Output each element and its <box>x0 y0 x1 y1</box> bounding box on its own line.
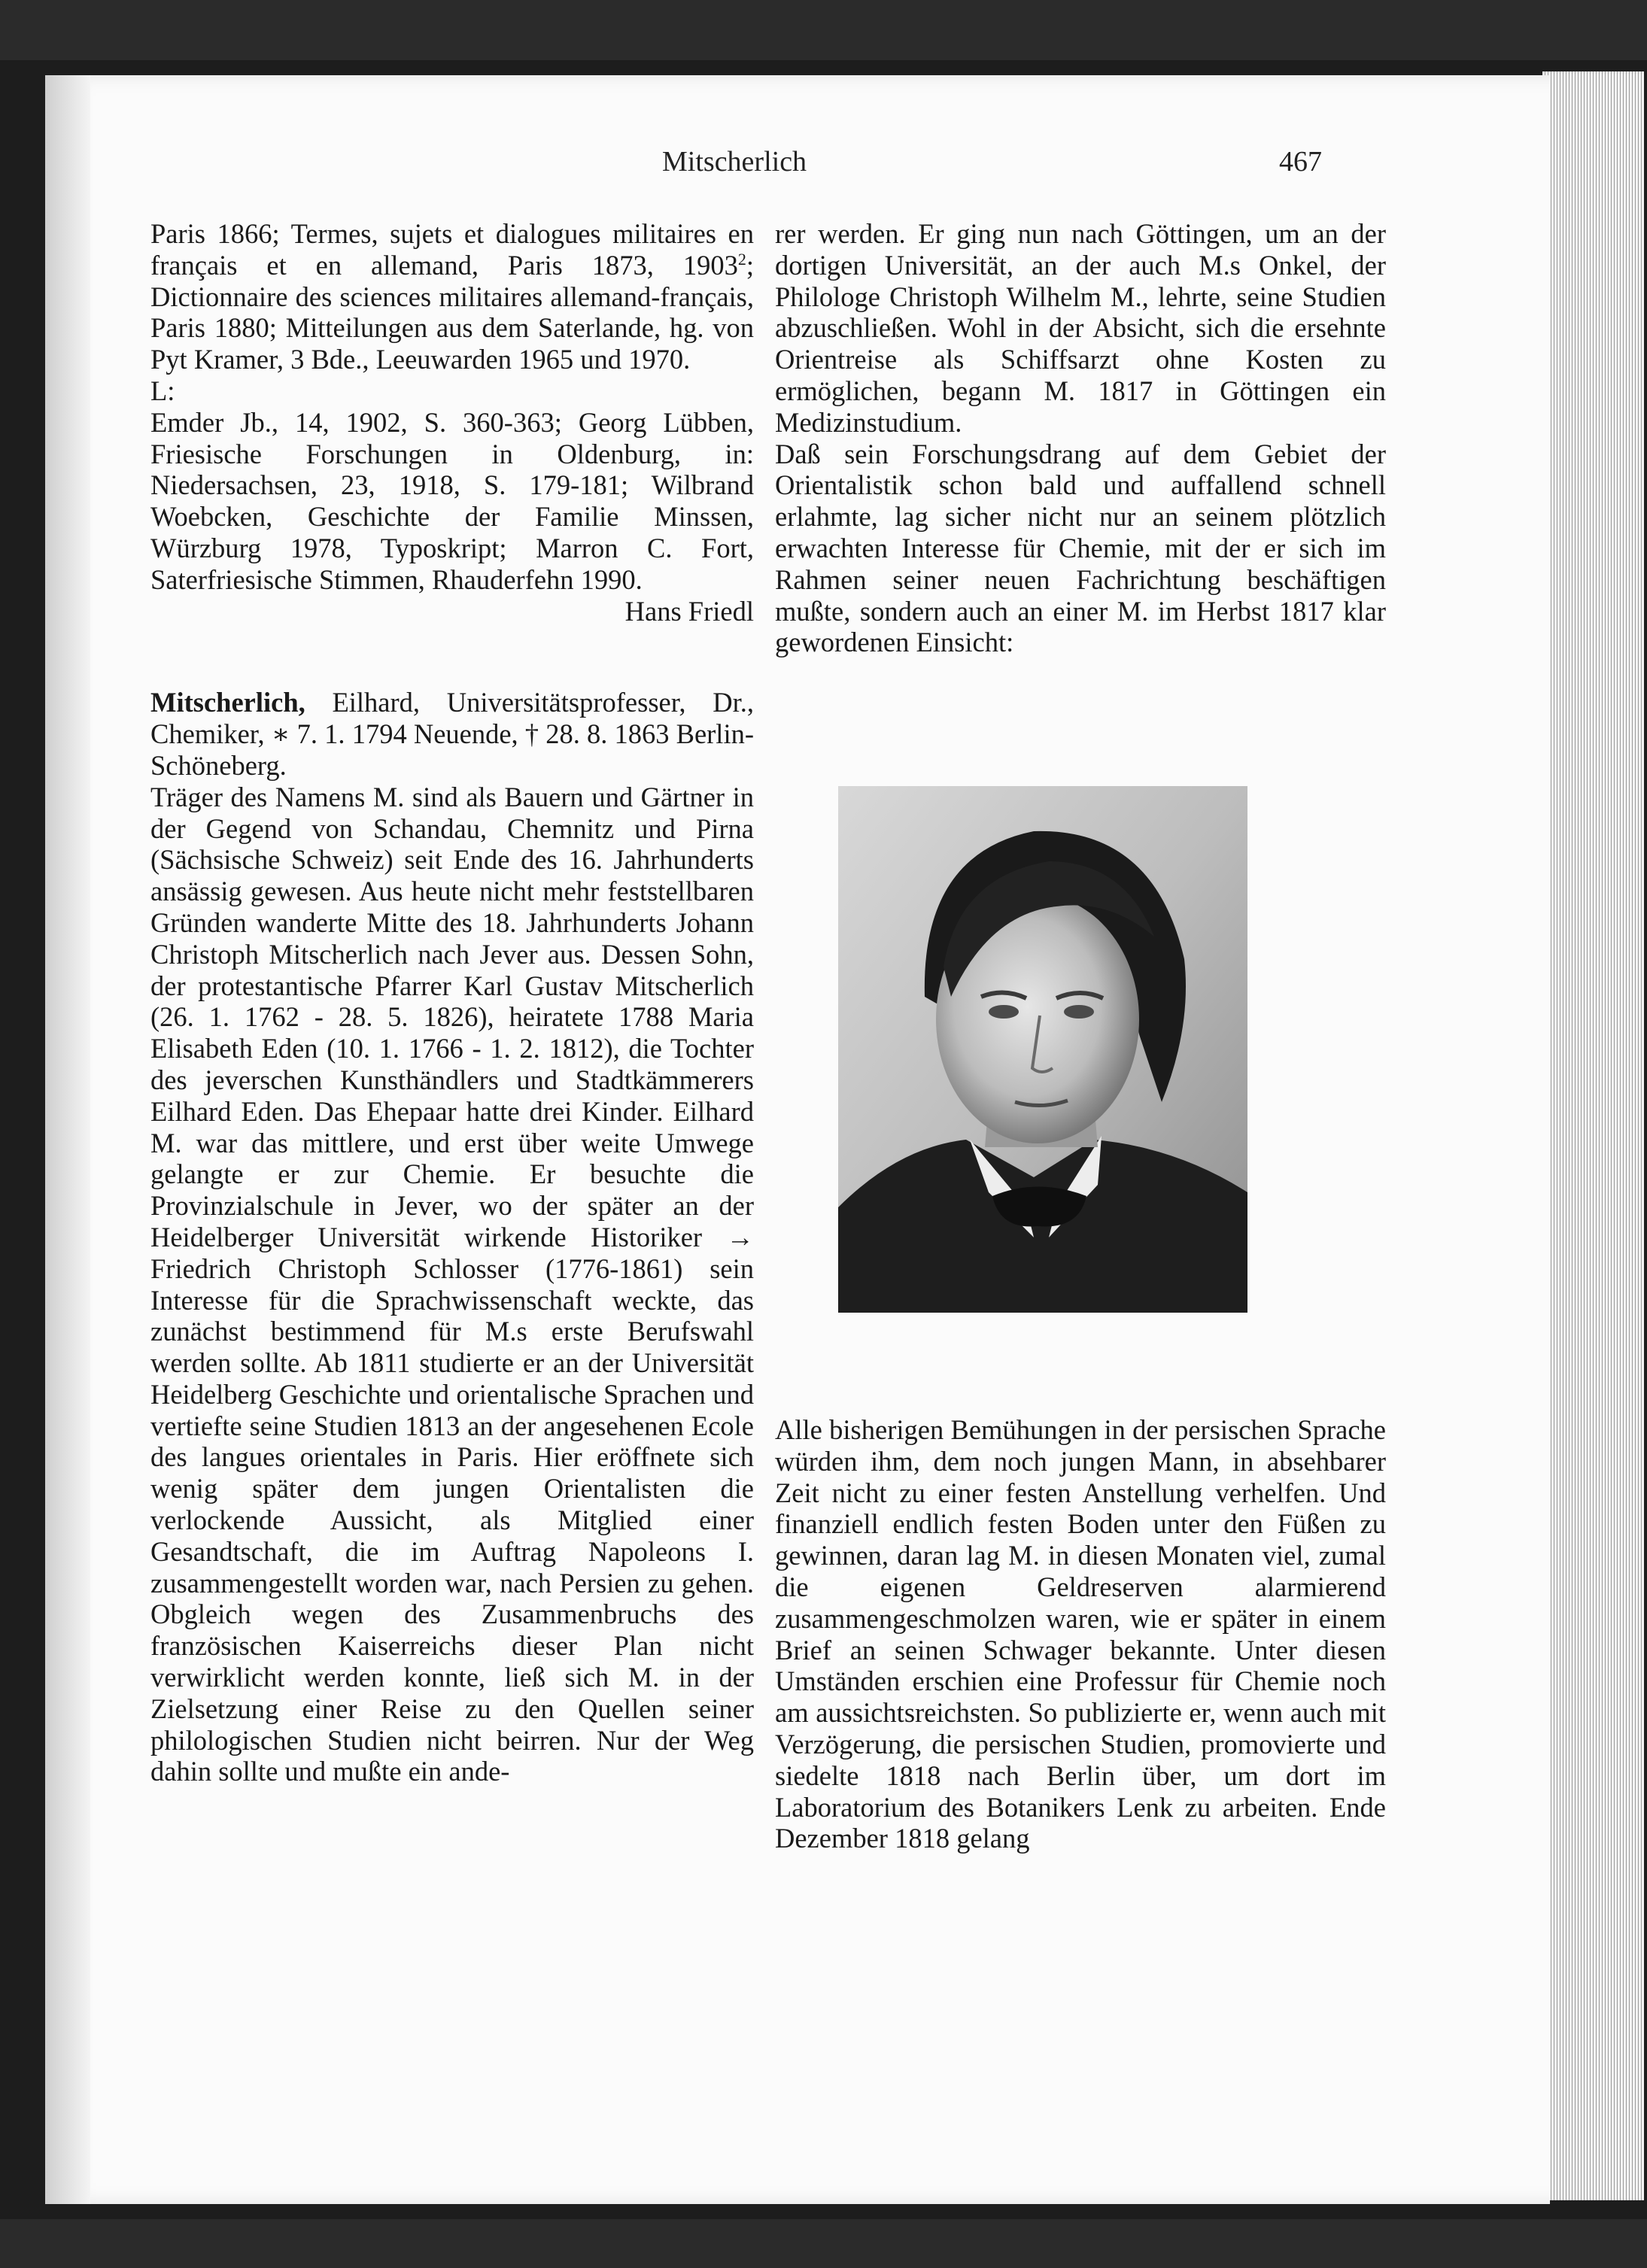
right-paragraph-3: Alle bisherigen Bemühungen in der persischen Sprache würden ihm, dem noch jungen Mann, in absehbarer Zeit nicht zu einer festen Anstellung verhelfen. Und finanziell endlich festen Boden unter den Füßen zu gewinnen, daran lag M. in diesen Monaten viel, zumal die eigenen Geldreserven alarmierend zusammengeschmolzen waren, wie er später in einem Brief an seinen Schwager bekannte. Unter diesen Umständen erschien eine Professur für Chemie noch am aussichtsreichsten. So publizierte er, wenn auch mit Verzögerung, die persischen Studien, promovierte und siedelte 1818 nach Berlin über, um dort im Laboratorium des Botanikers Lenk zu arbeiten. Ende Dezember 1818 gelang <box>775 1414 1386 1854</box>
page-number: 467 <box>1279 146 1322 178</box>
right-paragraph-2: Daß sein Forschungsdrang auf dem Gebiet der Orientalistik schon bald und auffallend schnell erlahmte, lag sicher nicht nur an seinem plötzlich erwachten Interesse für Chemie, mit der er sich im Rahmen seiner neuen Fachrichtung beschäftigen mußte, sondern auch an einer M. im Herbst 1817 klar gewordenen Einsicht: <box>775 438 1386 658</box>
bibliography-rest: ; Dictionnaire des sciences militaires allemand-français, Paris 1880; Mitteilungen aus dem Saterlande, hg. von Pyt Kramer, 3 Bde., Leeuwarden 1965 und 1970. <box>150 249 754 375</box>
portrait-photo <box>838 786 1247 1313</box>
entry-heading <box>150 687 754 781</box>
entry-body-text: Träger des Namens M. sind als Bauern und Gärtner in der Gegend von Schandau, Chemnitz und Pirna (Sächsische Schweiz) seit Ende des 16. Jahrhunderts ansässig gewesen. Aus heute nicht mehr feststellbaren Gründen wanderte Mitte des 18. Jahrhunderts Johann Christoph Mitscherlich nach Jever aus. Dessen Sohn, der protestantische Pfarrer Karl Gustav Mitscherlich (26. 1. 1762 - 28. 5. 1826), heiratete 1788 Maria Elisabeth Eden (10. 1. 1766 - 1. 2. 1812), die Tochter des jeverschen Kunsthändlers und Stadtkämmerers Eilhard Eden. Das Ehepaar hatte drei Kinder. Eilhard M. war das mittlere, und erst über weite Umwege gelangte er zur Chemie. Er besuchte die Provinzialschule in Jever, wo der später an der Heidelberger Universität wirkende Historiker → Friedrich Christoph Schlosser (1776-1861) sein Interesse für die Sprachwissenschaft weckte, das zunächst bestimmend für M.s erste Berufswahl werden sollte. Ab 1811 studierte er an der Universität Heidelberg Geschichte und orientalische Sprachen und vertiefte seine Studien 1813 an der angesehenen Ecole des langues orientales in Paris. Hier eröffnete sich wenig später dem jungen Orientalisten die verlockende Aussicht, als Mitglied einer Gesandtschaft, die im Auftrag Napoleons I. zusammengestellt worden war, nach Persien zu gehen. Obgleich wegen des Zusammenbruchs des französischen Kaiserreichs dieser Plan nicht verwirklicht werden konnte, ließ sich M. in der Zielsetzung einer Reise zu den Quellen seiner philologischen Studien nicht beirren. Nur der Weg dahin sollte und mußte ein ande- <box>150 781 754 1787</box>
page-edges <box>1542 71 1644 2200</box>
left-column <box>150 218 754 1787</box>
literature-label: L: <box>150 375 175 406</box>
entry-name: Mitscherlich, <box>150 687 305 718</box>
running-head: Mitscherlich <box>662 146 807 178</box>
edition-superscript: 2 <box>737 249 746 269</box>
right-column-bottom <box>775 1414 1386 1854</box>
author-signature: Hans Friedl <box>624 595 754 627</box>
page-gutter <box>45 75 90 2204</box>
literature-text: Emder Jb., 14, 1902, S. 360-363; Georg Lübben, Friesische Forschungen in Oldenburg, in: Niedersachsen, 23, 1918, S. 179-181; Wilbrand Woebcken, Geschichte der Familie Minssen, Würzburg 1978, Typoskript; Marron C. Fort, Saterfriesische Stimmen, Rhauderfehn 1990. <box>150 406 754 595</box>
right-column-top <box>775 218 1386 658</box>
bibliography-year: 1903 <box>682 249 738 281</box>
bibliography-text: Paris 1866; Termes, sujets et dialogues militaires en français et en allemand, Paris 1873, <box>150 218 754 281</box>
entry-heading-details: Eilhard, Universitätsprofesser, Dr., Chemiker, ∗ 7. 1. 1794 Neuende, † 28. 8. 1863 Berlin-Schöneberg. <box>150 687 754 781</box>
right-paragraph-1: rer werden. Er ging nun nach Göttingen, um an der dortigen Universität, an der auch M.s Onkel, der Philologe Christoph Wilhelm M., lehrte, seine Studien abzuschließen. Wohl in der Absicht, sich die ersehnte Orientreise als Schiffsarzt ohne Kosten zu ermöglichen, begann M. 1817 in Göttingen ein Medizinstudium. <box>775 218 1386 438</box>
bibliography-paragraph <box>150 218 754 375</box>
